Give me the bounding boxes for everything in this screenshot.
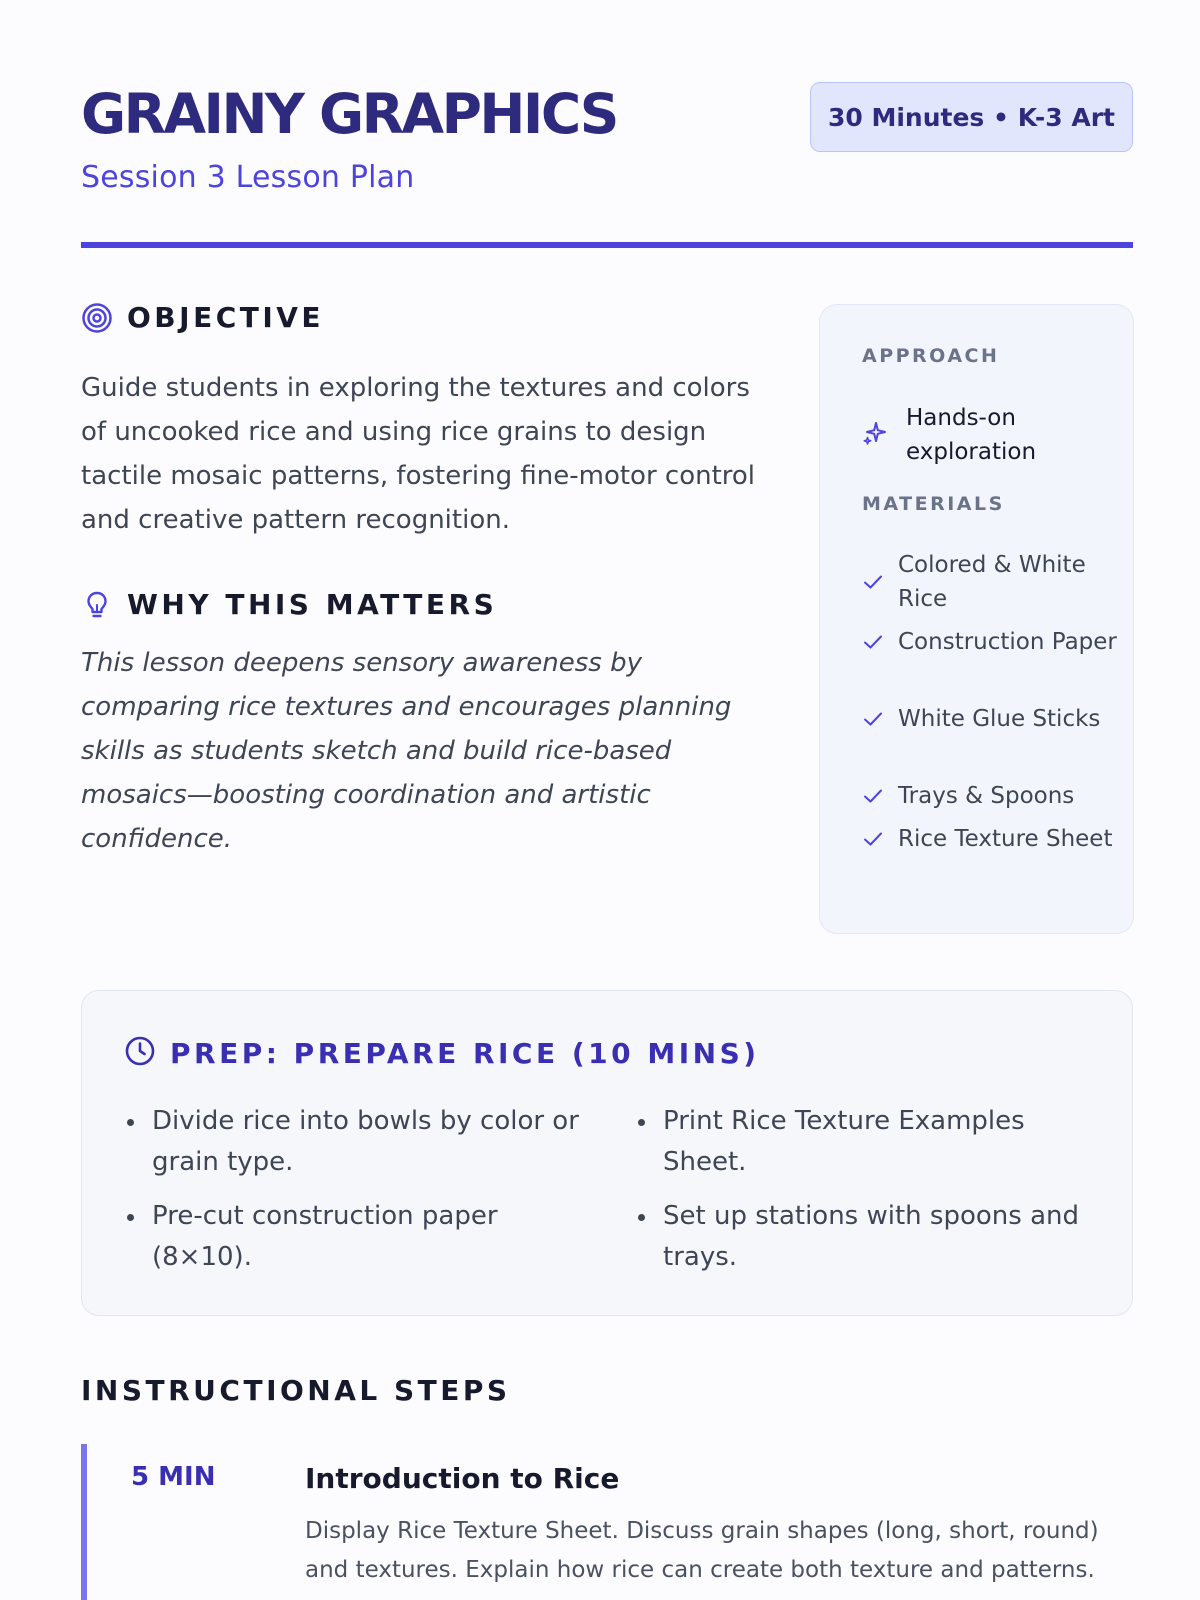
material-item bbox=[862, 779, 1118, 813]
prep-list-right bbox=[635, 1101, 1105, 1291]
objective-heading bbox=[81, 301, 324, 334]
lightbulb-icon bbox=[81, 589, 113, 621]
step-title: Introduction to Rice bbox=[305, 1462, 620, 1495]
prep-list-left bbox=[124, 1101, 594, 1291]
prep-item: Pre-cut construction paper (8×10). bbox=[124, 1196, 594, 1278]
why-heading-label: WHY THIS MATTERS bbox=[127, 588, 498, 621]
page-subtitle: Session 3 Lesson Plan bbox=[81, 160, 415, 195]
prep-item: Divide rice into bowls by color or grain type. bbox=[124, 1101, 594, 1183]
approach-label: APPROACH bbox=[862, 345, 1000, 367]
material-item bbox=[862, 625, 1118, 659]
check-icon bbox=[862, 788, 884, 804]
sidebar-card bbox=[819, 304, 1134, 934]
step-item bbox=[81, 1444, 1133, 1600]
objective-heading-label: OBJECTIVE bbox=[127, 301, 325, 334]
why-text: This lesson deepens sensory awareness by comparing rice textures and encourages planning skills as students sketch and build rice-based mosaics—boosting coordination and artistic confidence. bbox=[81, 648, 732, 854]
check-icon bbox=[862, 634, 884, 650]
clock-icon bbox=[124, 1035, 156, 1071]
check-icon bbox=[862, 711, 884, 727]
material-label: Trays & Spoons bbox=[898, 783, 1075, 809]
target-icon bbox=[81, 302, 113, 334]
material-item bbox=[862, 822, 1118, 856]
prep-item: Set up stations with spoons and trays. bbox=[635, 1196, 1105, 1278]
material-label: Colored & White Rice bbox=[898, 552, 1086, 612]
step-time: 5 MIN bbox=[131, 1462, 216, 1492]
why-heading bbox=[81, 588, 497, 621]
prep-heading bbox=[124, 1035, 760, 1071]
prep-heading-label: PREP: PREPARE RICE (10 MINS) bbox=[170, 1036, 760, 1070]
approach-value: Hands-on exploration bbox=[906, 405, 1037, 465]
material-item bbox=[862, 702, 1118, 736]
objective-text: Guide students in exploring the textures and colors of uncooked rice and using rice grains to design tactile mosaic patterns, fostering fine-motor control and creative pattern recognition. bbox=[81, 373, 756, 535]
duration-grade-badge: 30 Minutes • K-3 Art bbox=[810, 82, 1133, 152]
material-item bbox=[862, 548, 1118, 616]
step-description: Display Rice Texture Sheet. Discuss grain shapes (long, short, round) and textures. Explain how rice can create both texture and patterns. bbox=[305, 1518, 1099, 1583]
approach-item bbox=[862, 401, 1076, 469]
material-label: Construction Paper bbox=[898, 629, 1117, 655]
lesson-header bbox=[81, 80, 1133, 250]
sparkles-icon bbox=[862, 420, 888, 450]
page-title: GRAINY GRAPHICS bbox=[81, 82, 617, 146]
material-label: White Glue Sticks bbox=[898, 706, 1101, 732]
steps-heading: INSTRUCTIONAL STEPS bbox=[81, 1374, 511, 1407]
prep-item: Print Rice Texture Examples Sheet. bbox=[635, 1101, 1105, 1183]
header-divider bbox=[81, 242, 1133, 248]
check-icon bbox=[862, 831, 884, 847]
prep-card bbox=[81, 990, 1133, 1316]
materials-label: MATERIALS bbox=[862, 493, 1005, 515]
material-label: Rice Texture Sheet bbox=[898, 826, 1113, 852]
check-icon bbox=[862, 574, 884, 590]
